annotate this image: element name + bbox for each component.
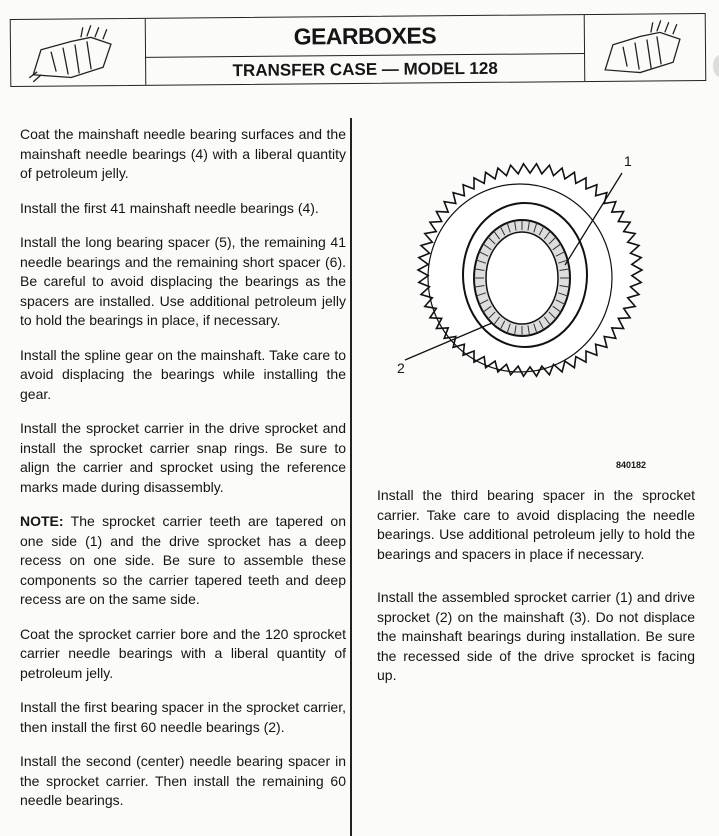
- paragraph: Install the sprocket carrier in the drive sprocket and install the sprocket carrier snap rings. Be sure to align the carrier and sprocket using the reference marks made during disassembly.: [20, 420, 346, 495]
- note-label: NOTE:: [20, 513, 64, 529]
- paragraph: Install the first bearing spacer in the sprocket carrier, then install the first 60 needle bearings (2).: [20, 699, 346, 735]
- callout-2: 2: [397, 360, 405, 376]
- page-edge: [713, 55, 719, 77]
- left-column: [20, 125, 346, 826]
- page-header: [10, 13, 707, 87]
- paragraph: Install the long bearing spacer (5), the remaining 41 needle bearings and the remaining short spacer (6). Be careful to avoid displacing the bearings as the spacers are installed. Use additional petroleum jelly to hold the bearings in place, if necessary.: [20, 234, 346, 328]
- callout-1: 1: [624, 153, 632, 169]
- section-title: GEARBOXES: [145, 15, 585, 58]
- column-divider: [350, 118, 352, 836]
- paragraph: Coat the sprocket carrier bore and the 120 sprocket carrier needle bearings with a liberal quantity of petroleum jelly.: [20, 625, 346, 681]
- paragraph: Install the spline gear on the mainshaft. Take care to avoid displacing the bearings while installing the gear.: [20, 346, 346, 402]
- sprocket-carrier-illustration: [380, 145, 700, 445]
- note-paragraph: [20, 512, 346, 610]
- paragraph: Install the first 41 mainshaft needle bearings (4).: [20, 199, 319, 216]
- paragraph: Install the second (center) needle bearing spacer in the sprocket carrier. Then install the remaining 60 needle bearings.: [20, 753, 346, 808]
- gearbox-illustration-right: [584, 14, 706, 81]
- figure-number: 840182: [616, 460, 647, 470]
- gearbox-illustration-left: [11, 19, 147, 86]
- paragraph: Coat the mainshaft needle bearing surfaces and the mainshaft needle bearings (4) with a liberal quantity of petroleum jelly.: [20, 126, 346, 181]
- section-subtitle: TRANSFER CASE — MODEL 128: [232, 58, 498, 81]
- carrier-inner: [486, 232, 558, 324]
- paragraph: Install the assembled sprocket carrier (1) and drive sprocket (2) on the mainshaft (3). Do not displace the mainshaft bearings during installation. Be sure the recessed side of the drive sprocket is facing up.: [377, 589, 695, 683]
- paragraph: Install the third bearing spacer in the sprocket carrier. Take care to avoid displacing the needle bearings. Use additional petroleum jelly to hold the bearings and spacers in place if necessary.: [377, 487, 695, 562]
- right-column: [377, 486, 695, 701]
- note-text: The sprocket carrier teeth are tapered on one side (1) and the drive sprocket has a deep recess on one side. Be sure to assemble these components so the carrier tapered teeth and deep recess are on the same side.: [20, 513, 346, 607]
